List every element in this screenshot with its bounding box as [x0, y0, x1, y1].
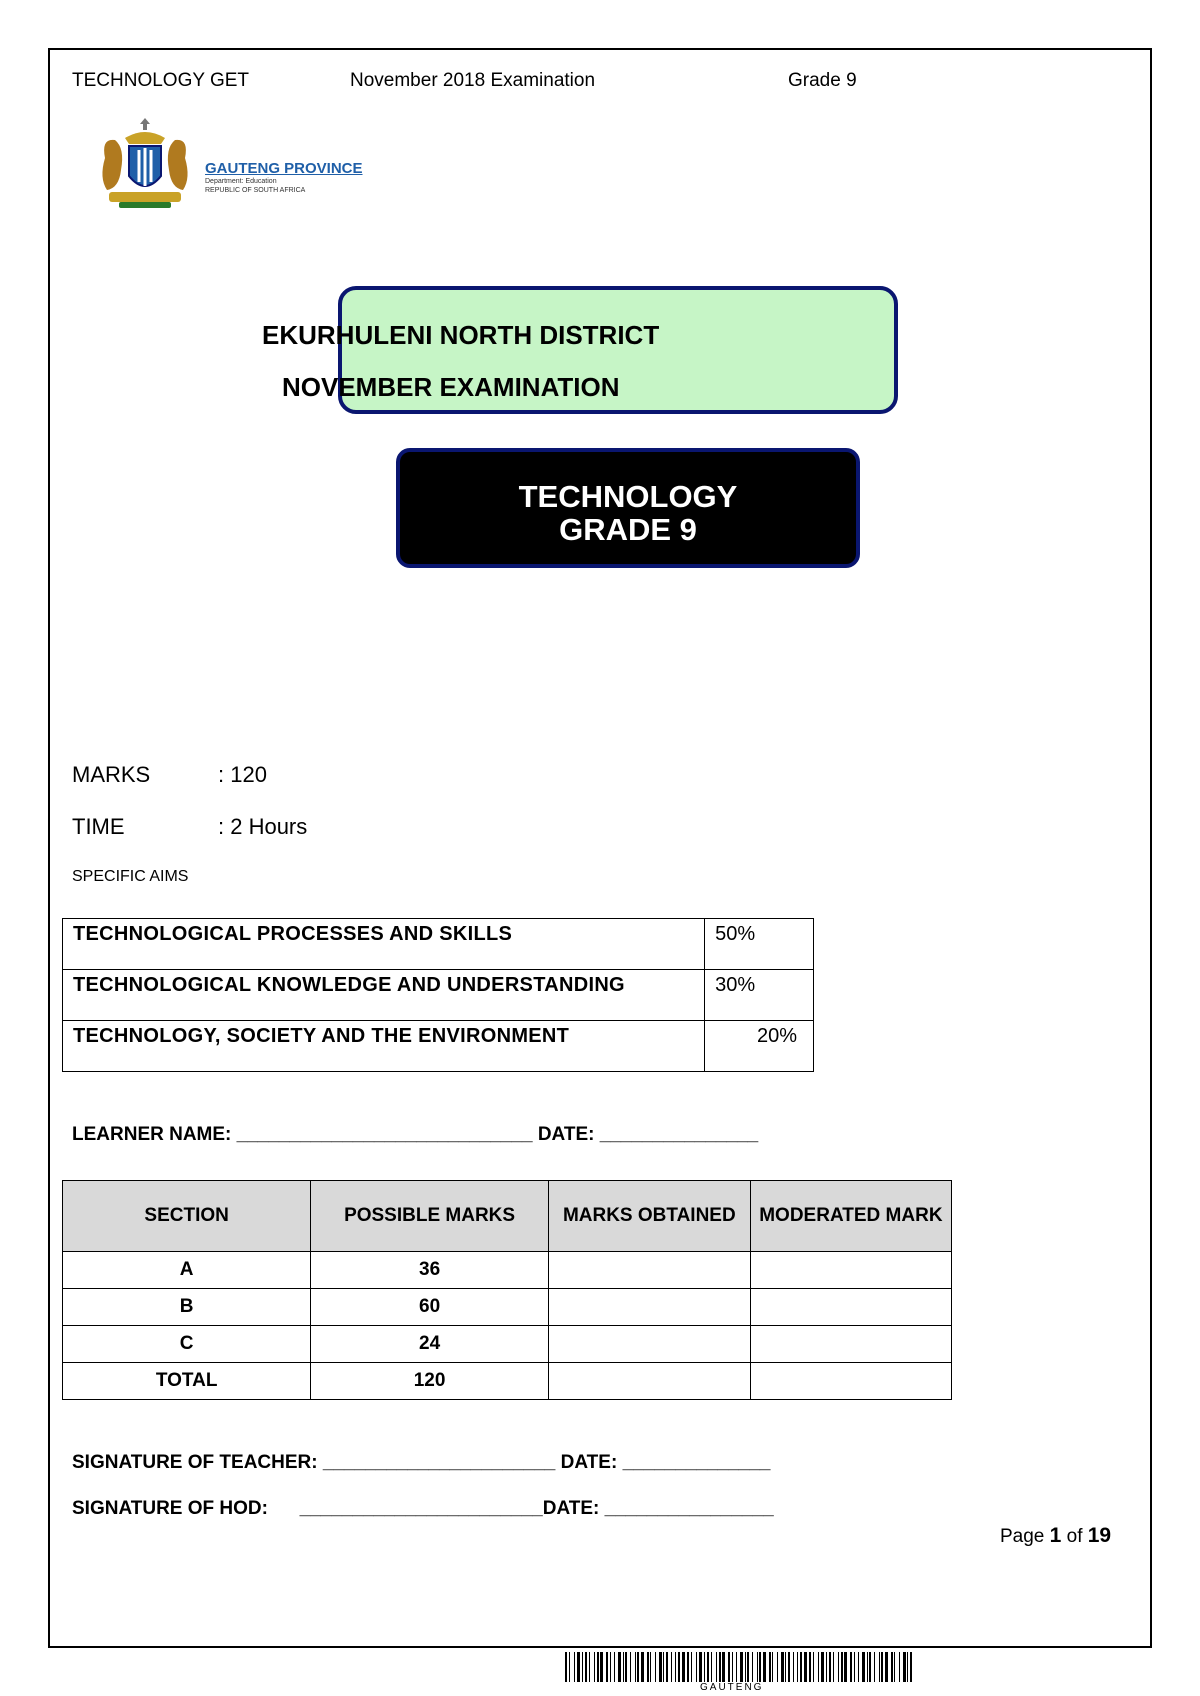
barcode-bar: [769, 1652, 771, 1682]
table-header-row: [63, 1181, 952, 1252]
barcode-bar: [610, 1652, 611, 1682]
table-row: [63, 919, 814, 970]
barcode-bar: [637, 1652, 639, 1682]
title-box: [396, 448, 860, 568]
barcode-bar: [582, 1652, 583, 1682]
barcode-bar: [800, 1652, 802, 1682]
moderated-mark-cell[interactable]: [750, 1289, 951, 1326]
barcode-bar: [711, 1652, 712, 1682]
barcode-bar: [625, 1652, 627, 1682]
specific-aims-label: SPECIFIC AIMS: [72, 868, 189, 885]
table-row: [63, 1363, 952, 1400]
barcode-bar: [818, 1652, 819, 1682]
barcode-bar: [635, 1652, 636, 1682]
barcode-bar: [809, 1652, 811, 1682]
barcode-bar: [594, 1652, 595, 1682]
learner-date-label: DATE:: [532, 1124, 600, 1145]
barcode-bar: [781, 1652, 784, 1682]
barcode-bar: [907, 1652, 908, 1682]
specific-aims-table: [62, 918, 814, 1072]
possible-marks-cell: 60: [311, 1289, 549, 1326]
barcode-bar: [722, 1652, 725, 1682]
barcode-bar: [691, 1652, 692, 1682]
barcode-bar: [678, 1652, 680, 1682]
logo-country: REPUBLIC OF SOUTH AFRICA: [205, 187, 306, 194]
learner-info-line: [72, 1124, 758, 1146]
district-name: EKURHULENI NORTH DISTRICT: [262, 320, 660, 350]
aim-percentage: 50%: [705, 919, 814, 970]
header-subject: TECHNOLOGY GET: [72, 70, 250, 91]
barcode-bar: [747, 1652, 749, 1682]
possible-marks-cell: 120: [311, 1363, 549, 1400]
hod-signature-label: SIGNATURE OF HOD:: [72, 1498, 268, 1519]
barcode-bar: [813, 1652, 814, 1682]
barcode-bar: [740, 1652, 743, 1682]
barcode-bar: [788, 1652, 790, 1682]
barcode-text: GAUTENG: [700, 1682, 764, 1693]
hod-date-blank[interactable]: ________________: [604, 1498, 774, 1519]
barcode-bar: [885, 1652, 888, 1682]
barcode-bar: [682, 1652, 685, 1682]
page-current: 1: [1049, 1524, 1062, 1547]
barcode-bar: [894, 1652, 895, 1682]
teacher-signature-blank[interactable]: ______________________: [322, 1452, 556, 1473]
table-row: [63, 1289, 952, 1326]
marks-obtained-cell[interactable]: [548, 1326, 750, 1363]
page-of: of: [1061, 1526, 1088, 1547]
barcode-bar: [804, 1652, 807, 1682]
barcode-bar: [641, 1652, 644, 1682]
marks-table: [62, 1180, 952, 1400]
barcode-bar: [745, 1652, 746, 1682]
barcode-bar: [666, 1652, 668, 1682]
page-total: 19: [1087, 1524, 1112, 1547]
barcode-bar: [850, 1652, 852, 1682]
aim-percentage: 20%: [705, 1021, 814, 1072]
learner-date-blank[interactable]: _______________: [599, 1124, 759, 1145]
barcode-bar: [854, 1652, 855, 1682]
barcode-bar: [699, 1652, 702, 1682]
aim-percentage: 30%: [705, 970, 814, 1021]
teacher-signature-line: [72, 1452, 771, 1474]
table-row: [63, 1021, 814, 1072]
barcode-bar: [785, 1652, 786, 1682]
barcode-bar: [606, 1652, 608, 1682]
marks-label: MARKS: [72, 762, 151, 787]
barcode-bar: [881, 1652, 883, 1682]
possible-marks-cell: 36: [311, 1252, 549, 1289]
barcode-bar: [763, 1652, 766, 1682]
header-grade: Grade 9: [788, 70, 857, 91]
table-row: [63, 1252, 952, 1289]
barcode-bar: [759, 1652, 761, 1682]
barcode-bar: [757, 1652, 758, 1682]
barcode-bar: [752, 1652, 753, 1682]
hod-date-label: DATE:: [542, 1498, 605, 1519]
barcode-bar: [844, 1652, 847, 1682]
section-cell: C: [63, 1326, 311, 1363]
learner-name-label: LEARNER NAME:: [72, 1124, 237, 1145]
moderated-mark-cell[interactable]: [750, 1326, 951, 1363]
barcode-bar: [716, 1652, 717, 1682]
aim-name: TECHNOLOGICAL PROCESSES AND SKILLS: [63, 919, 705, 970]
teacher-signature-label: SIGNATURE OF TEACHER:: [72, 1452, 323, 1473]
table-row: [63, 1326, 952, 1363]
barcode-bar: [600, 1652, 603, 1682]
teacher-date-label: DATE:: [560, 1452, 623, 1473]
marks-obtained-cell[interactable]: [548, 1363, 750, 1400]
barcode-bar: [869, 1652, 871, 1682]
barcode-bar: [841, 1652, 843, 1682]
barcode-bar: [736, 1652, 737, 1682]
barcode-bar: [879, 1652, 880, 1682]
time-value: : 2 Hours: [218, 814, 308, 839]
logo-title: GAUTENG PROVINCE: [205, 160, 363, 177]
page-number: [1000, 1524, 1111, 1548]
section-cell: A: [63, 1252, 311, 1289]
column-header: SECTION: [63, 1181, 311, 1252]
barcode-bar: [833, 1652, 834, 1682]
barcode-bar: [793, 1652, 794, 1682]
barcode-bar: [821, 1652, 824, 1682]
barcode-bar: [772, 1652, 773, 1682]
moderated-mark-cell[interactable]: [750, 1363, 951, 1400]
barcode-bar: [910, 1652, 912, 1682]
title-grade: GRADE 9: [559, 512, 697, 547]
barcode-bar: [867, 1652, 868, 1682]
barcode-bar: [671, 1652, 672, 1682]
exam-name: NOVEMBER EXAMINATION: [282, 372, 620, 402]
column-header: MARKS OBTAINED: [548, 1181, 750, 1252]
barcode-bar: [826, 1652, 827, 1682]
barcode-bar: [655, 1652, 656, 1682]
barcode-bar: [569, 1652, 570, 1682]
marks-value: : 120: [218, 762, 267, 787]
barcode-bar: [675, 1652, 676, 1682]
barcode-bar: [707, 1652, 709, 1682]
page-prefix: Page: [1000, 1526, 1050, 1547]
time-label: TIME: [72, 814, 125, 839]
barcode-bar: [614, 1652, 615, 1682]
section-cell: TOTAL: [63, 1363, 311, 1400]
aim-name: TECHNOLOGICAL KNOWLEDGE AND UNDERSTANDING: [63, 970, 705, 1021]
barcode-bar: [874, 1652, 875, 1682]
title-subject: TECHNOLOGY: [518, 479, 738, 514]
barcode-bar: [647, 1652, 649, 1682]
barcode-bar: [623, 1652, 624, 1682]
barcode-icon: [565, 1652, 917, 1682]
barcode-bar: [862, 1652, 865, 1682]
teacher-date-blank[interactable]: ______________: [622, 1452, 771, 1473]
barcode-bar: [630, 1652, 631, 1682]
barcode-bar: [719, 1652, 721, 1682]
column-header: POSSIBLE MARKS: [311, 1181, 549, 1252]
barcode-bar: [777, 1652, 778, 1682]
barcode-bar: [659, 1652, 662, 1682]
hod-signature-blank[interactable]: _______________________: [299, 1498, 543, 1519]
marks-obtained-cell[interactable]: [548, 1289, 750, 1326]
hod-signature-line: [72, 1498, 774, 1520]
barcode-bar: [838, 1652, 839, 1682]
barcode-bar: [650, 1652, 651, 1682]
barcode-bar: [687, 1652, 689, 1682]
barcode-bar: [899, 1652, 900, 1682]
barcode-bar: [732, 1652, 733, 1682]
learner-name-blank[interactable]: ____________________________: [236, 1124, 533, 1145]
barcode-bar: [704, 1652, 705, 1682]
barcode-bar: [728, 1652, 730, 1682]
barcode-bar: [618, 1652, 621, 1682]
barcode-bar: [597, 1652, 599, 1682]
logo-dept: Department: Education: [205, 178, 277, 185]
column-header: MODERATED MARK: [750, 1181, 951, 1252]
barcode-bar: [574, 1652, 575, 1682]
header-exam: November 2018 Examination: [350, 70, 596, 91]
barcode-bar: [577, 1652, 580, 1682]
barcode-bar: [858, 1652, 859, 1682]
marks-obtained-cell[interactable]: [548, 1252, 750, 1289]
barcode-bar: [585, 1652, 587, 1682]
section-cell: B: [63, 1289, 311, 1326]
barcode-bar: [829, 1652, 831, 1682]
barcode-bar: [696, 1652, 697, 1682]
barcode-bar: [565, 1652, 567, 1682]
barcode-bar: [663, 1652, 664, 1682]
barcode-bar: [589, 1652, 590, 1682]
possible-marks-cell: 24: [311, 1326, 549, 1363]
aim-name: TECHNOLOGY, SOCIETY AND THE ENVIRONMENT: [63, 1021, 705, 1072]
table-row: [63, 970, 814, 1021]
barcode-bar: [891, 1652, 893, 1682]
moderated-mark-cell[interactable]: [750, 1252, 951, 1289]
barcode-bar: [797, 1652, 798, 1682]
barcode-bar: [903, 1652, 906, 1682]
